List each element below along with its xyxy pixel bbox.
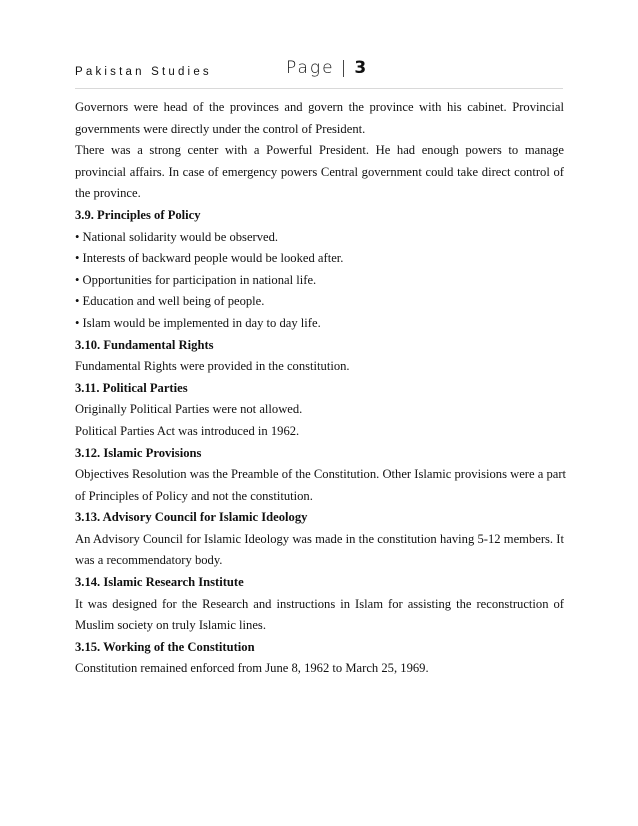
text-line: the province. — [75, 186, 141, 201]
header-page-label — [286, 58, 368, 78]
section-heading: 3.9. Principles of Policy — [75, 207, 201, 222]
section-heading: 3.10. Fundamental Rights — [75, 337, 214, 352]
section-heading: 3.13. Advisory Council for Islamic Ideology — [75, 510, 308, 525]
text-line: governments were directly under the control of President. — [75, 121, 366, 136]
text-line: • Islam would be implemented in day to day life. — [75, 315, 321, 330]
header-subject: Pakistan Studies — [75, 66, 212, 78]
text-line: Originally Political Parties were not allowed. — [75, 402, 303, 417]
text-line: of Principles of Policy and not the constitution. — [75, 488, 313, 503]
section-heading: 3.11. Political Parties — [75, 380, 188, 395]
document-body — [75, 97, 567, 680]
page-number: 3 — [354, 58, 369, 78]
text-line: An Advisory Council for Islamic Ideology was made in the constitution having 5-12 members. It — [75, 531, 564, 546]
text-line: • National solidarity would be observed. — [75, 229, 279, 244]
section-heading: 3.15. Working of the Constitution — [75, 639, 255, 654]
text-line: • Opportunities for participation in national life. — [75, 272, 317, 287]
section-heading: 3.14. Islamic Research Institute — [75, 575, 244, 590]
text-line: There was a strong center with a Powerful President. He had enough powers to manage — [75, 143, 564, 158]
section-heading: 3.12. Islamic Provisions — [75, 445, 202, 460]
text-line: was a recommendatory body. — [75, 553, 223, 568]
text-line: Political Parties Act was introduced in 1962. — [75, 423, 300, 438]
text-line: Constitution remained enforced from June 8, 1962 to March 25, 1969. — [75, 661, 429, 676]
text-line: Objectives Resolution was the Preamble of the Constitution. Other Islamic provisions were a part — [75, 467, 567, 482]
page-word: Page — [286, 58, 335, 78]
page-separator: | — [340, 58, 349, 78]
text-line: • Interests of backward people would be looked after. — [75, 251, 344, 266]
text-line: provincial affairs. In case of emergency powers Central government could take direct control of — [75, 164, 564, 179]
page-header — [75, 58, 563, 89]
text-line: Fundamental Rights were provided in the constitution. — [75, 359, 350, 374]
text-line: Muslim society on truly Islamic lines. — [75, 618, 266, 633]
text-line: • Education and well being of people. — [75, 294, 265, 309]
text-line: Governors were head of the provinces and govern the province with his cabinet. Provincial — [75, 100, 564, 114]
text-line: It was designed for the Research and instructions in Islam for assisting the reconstruction of — [75, 596, 564, 611]
